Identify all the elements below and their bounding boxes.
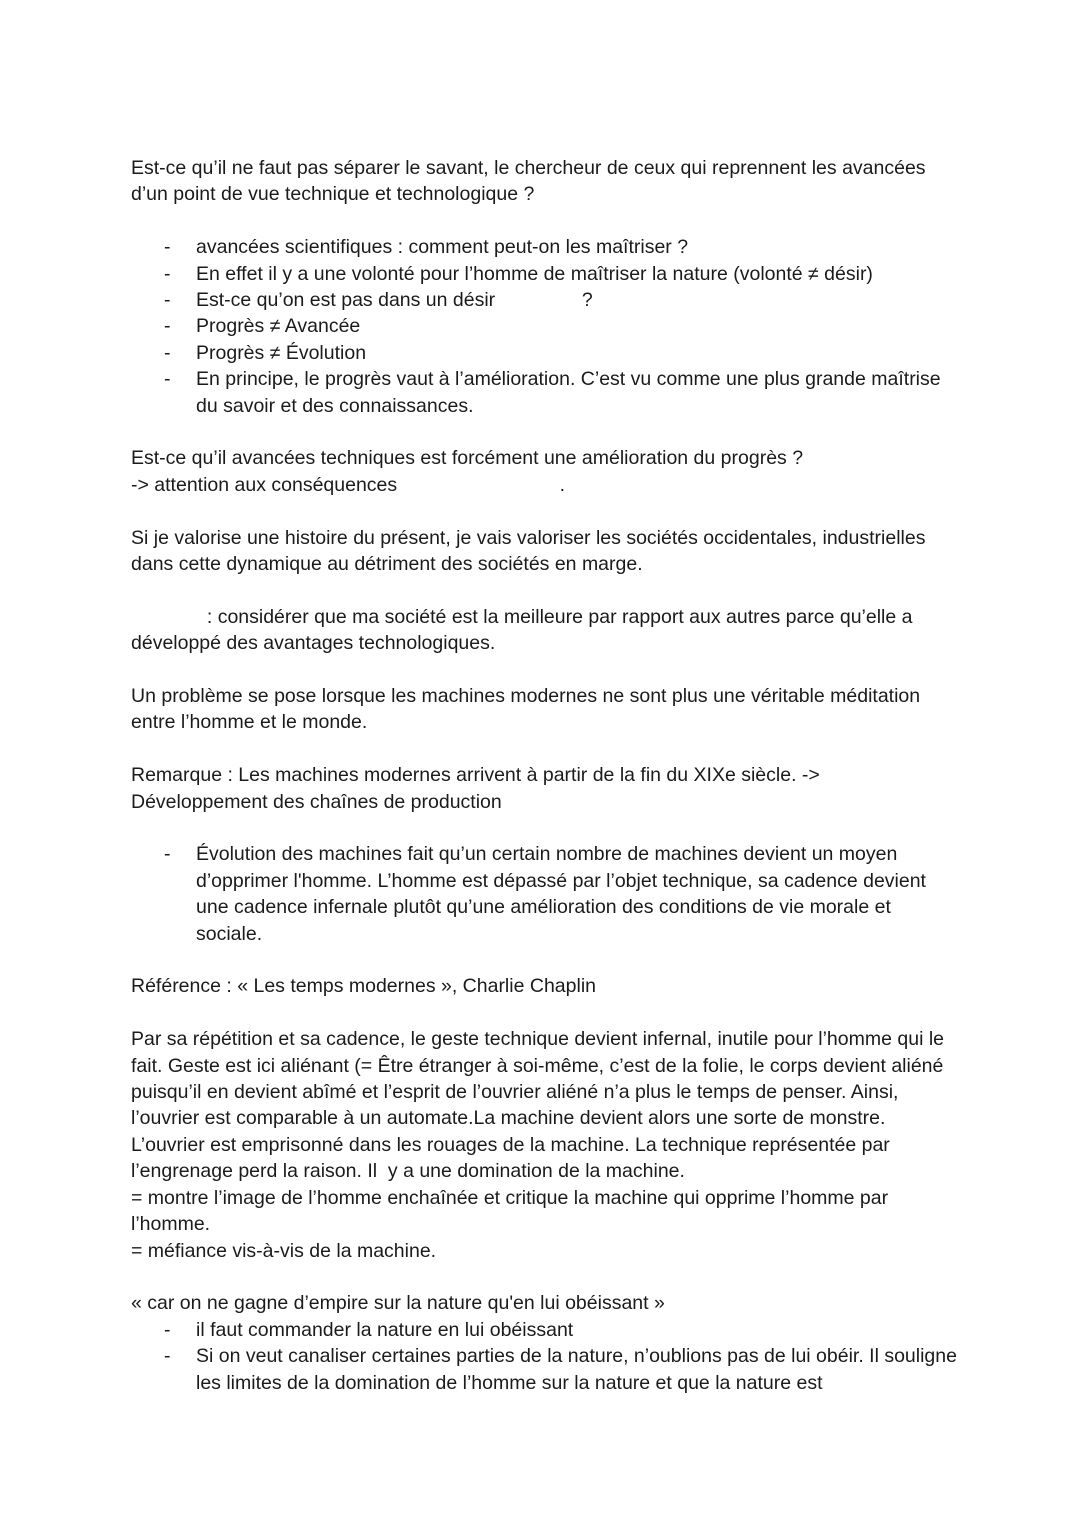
list-item: - avancées scientifiques : comment peut-on les maîtriser ? bbox=[131, 234, 961, 260]
dash-bullet: - bbox=[164, 1318, 171, 1341]
dash-bullet: - bbox=[164, 315, 171, 338]
list-item: - En principe, le progrès vaut à l’amélioration. C’est vu comme une plus grande maîtrise du savoir et des connaissances. bbox=[164, 368, 947, 417]
list-item: - En effet il y a une volonté pour l’homme de maîtriser la nature (volonté ≠ désir) bbox=[131, 261, 961, 287]
dash-bullet: - bbox=[164, 236, 171, 259]
dash-bullet: - bbox=[164, 368, 171, 391]
paragraph-savant-question: Est-ce qu’il ne faut pas séparer le savant, le chercheur de ceux qui reprennent les avancées d’un point de vue technique et technologique ? bbox=[131, 157, 931, 206]
dash-bullet: - bbox=[164, 843, 171, 866]
list-item: - Évolution des machines fait qu’un certain nombre de machines devient un moyen d’opprimer l'homme. L’homme est dépassé par l’objet technique, sa cadence devient une cadence infernale plutôt qu’une amélioration des conditions de vie morale et sociale. bbox=[164, 843, 932, 945]
paragraph-techniques-question: Est-ce qu’il avancées techniques est forcément une amélioration du progrès ? -> attention aux conséquences . bbox=[131, 447, 804, 496]
paragraph-reference: Référence : « Les temps modernes », Charlie Chaplin bbox=[131, 975, 596, 998]
bullet-list-nature bbox=[131, 1317, 961, 1396]
document-page bbox=[131, 155, 961, 1396]
paragraph-remarque: Remarque : Les machines modernes arrivent à partir de la fin du XIXe siècle. -> Développement des chaînes de production bbox=[131, 764, 820, 813]
list-item: - Progrès ≠ Avancée bbox=[131, 313, 961, 339]
paragraph-societe-meilleure: : considérer que ma société est la meilleure par rapport aux autres parce qu’elle a développé des avantages technologiques. bbox=[131, 605, 918, 655]
paragraph-geste-technique: Par sa répétition et sa cadence, le geste technique devient infernal, inutile pour l’homme qui le fait. Geste est ici aliénant (= Être étranger à soi-même, c’est de la folie, le corps devient aliéné puisqu’il en devient abîmé et l’esprit de l’ouvrier aliéné n’a plus le temps de penser. Ainsi, l’ouvrier est comparable à un automate.La machine devient alors une sorte de monstre. L’ouvrier est emprisonné dans les rouages de la machine. La technique représentée par l’engrenage perd la raison. Il y a une domination de la machine. = montre l’image de l’homme enchaînée et critique la machine qui opprime l’homme par l’homme. = méfiance vis-à-vis de la machine. bbox=[131, 1028, 950, 1262]
bullet-list-progress bbox=[131, 234, 961, 419]
list-item: - Si on veut canaliser certaines parties de la nature, n’oublions pas de lui obéir. Il souligne les limites de la domination de l’homme sur la nature et que la nature est bbox=[164, 1345, 963, 1394]
paragraph-histoire-present: Si je valorise une histoire du présent, je vais valoriser les sociétés occidentales, industrielles dans cette dynamique au détriment des sociétés en marge. bbox=[131, 526, 931, 576]
bullet-list-evolution bbox=[131, 841, 961, 947]
list-item: - Progrès ≠ Évolution bbox=[131, 340, 961, 366]
dash-bullet: - bbox=[164, 1345, 171, 1368]
list-item: - Est-ce qu’on est pas dans un désir ? bbox=[131, 287, 961, 313]
list-item: - il faut commander la nature en lui obéissant bbox=[131, 1317, 961, 1343]
dash-bullet: - bbox=[164, 289, 171, 312]
paragraph-machines-modernes: Un problème se pose lorsque les machines modernes ne sont plus une véritable méditation entre l’homme et le monde. bbox=[131, 685, 926, 734]
dash-bullet: - bbox=[164, 341, 171, 364]
dash-bullet: - bbox=[164, 262, 171, 285]
paragraph-citation: « car on ne gagne d’empire sur la nature qu'en lui obéissant » bbox=[131, 1292, 665, 1315]
